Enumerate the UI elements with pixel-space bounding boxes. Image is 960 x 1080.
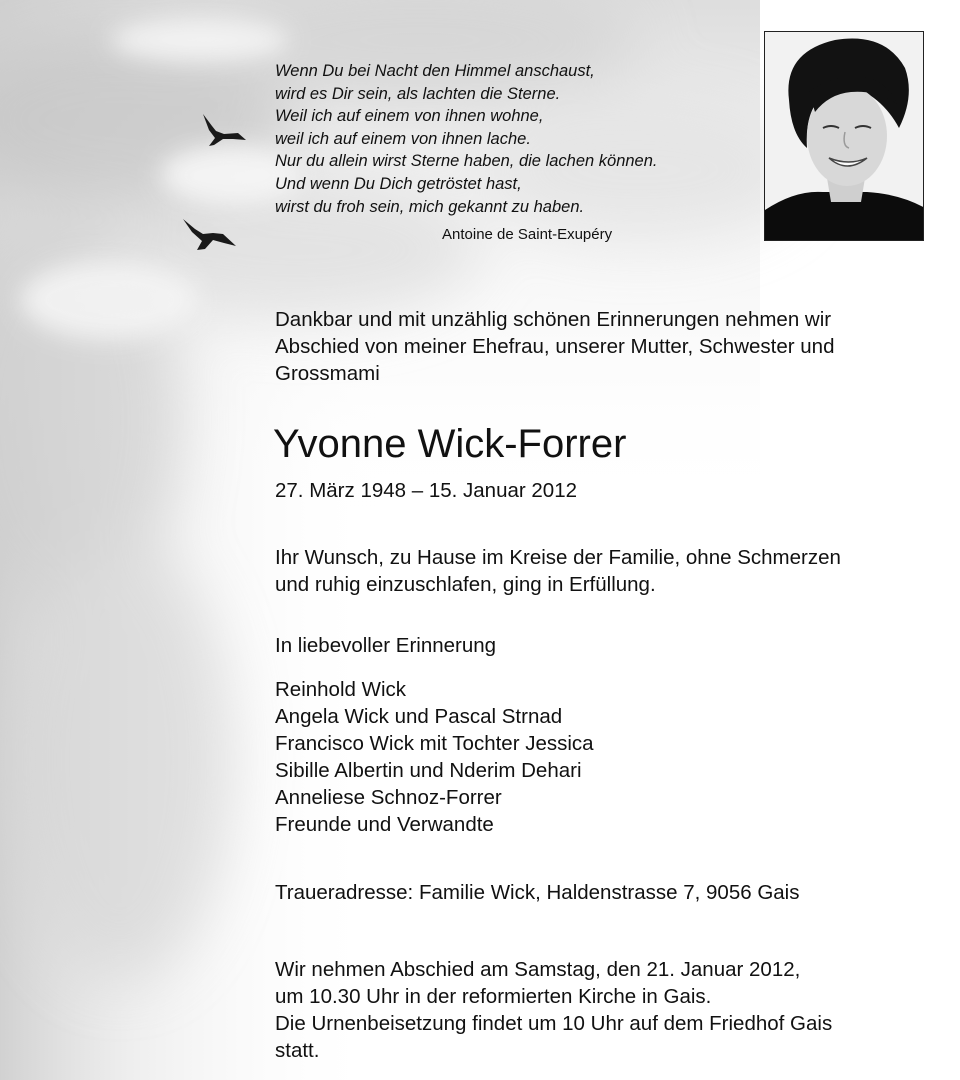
mourner-item: Angela Wick und Pascal Strnad bbox=[275, 705, 563, 728]
wish-line: Ihr Wunsch, zu Hause im Kreise der Familie, ohne Schmerzen bbox=[275, 546, 841, 569]
poem-line: Wenn Du bei Nacht den Himmel anschaust, bbox=[275, 62, 595, 80]
ceremony-line: statt. bbox=[275, 1039, 320, 1062]
life-dates: 27. März 1948 – 15. Januar 2012 bbox=[275, 479, 578, 502]
mourner-item: Freunde und Verwandte bbox=[275, 813, 494, 836]
remembrance-heading: In liebevoller Erinnerung bbox=[275, 634, 497, 657]
mourner-item: Francisco Wick mit Tochter Jessica bbox=[275, 732, 594, 755]
portrait-photo bbox=[764, 31, 924, 241]
intro-line: Abschied von meiner Ehefrau, unserer Mutter, Schwester und bbox=[275, 335, 835, 358]
poem-line: Nur du allein wirst Sterne haben, die lachen können. bbox=[275, 152, 658, 171]
ceremony-line: Die Urnenbeisetzung findet um 10 Uhr auf dem Friedhof Gais bbox=[275, 1012, 833, 1035]
intro-line: Grossmami bbox=[275, 362, 380, 385]
poem-author: Antoine de Saint-Exupéry bbox=[442, 226, 613, 243]
intro-line: Dankbar und mit unzählig schönen Erinnerungen nehmen wir bbox=[275, 308, 832, 331]
intro-text bbox=[275, 306, 835, 387]
poem-line: weil ich auf einem von ihnen lache. bbox=[275, 129, 531, 148]
poem-line: Weil ich auf einem von ihnen wohne, bbox=[275, 107, 544, 126]
mourner-item: Anneliese Schnoz-Forrer bbox=[275, 786, 502, 809]
mourning-address: Traueradresse: Familie Wick, Haldenstrasse 7, 9056 Gais bbox=[275, 881, 800, 904]
poem-line: wirst du froh sein, mich gekannt zu haben. bbox=[275, 197, 585, 216]
poem bbox=[275, 60, 695, 218]
ceremony-line: um 10.30 Uhr in der reformierten Kirche in Gais. bbox=[275, 985, 712, 1008]
wish-line: und ruhig einzuschlafen, ging in Erfüllung. bbox=[275, 573, 656, 596]
poem-line: wird es Dir sein, als lachten die Sterne. bbox=[275, 84, 561, 103]
mourner-item: Reinhold Wick bbox=[275, 678, 407, 701]
wish-text bbox=[275, 544, 841, 598]
mourner-item: Sibille Albertin und Nderim Dehari bbox=[275, 759, 582, 782]
mourners-list bbox=[275, 676, 594, 838]
poem-line: Und wenn Du Dich getröstet hast, bbox=[275, 174, 522, 193]
ceremony-line: Wir nehmen Abschied am Samstag, den 21. Januar 2012, bbox=[275, 958, 801, 981]
ceremony-text bbox=[275, 956, 832, 1064]
deceased-name: Yvonne Wick-Forrer bbox=[273, 422, 627, 466]
